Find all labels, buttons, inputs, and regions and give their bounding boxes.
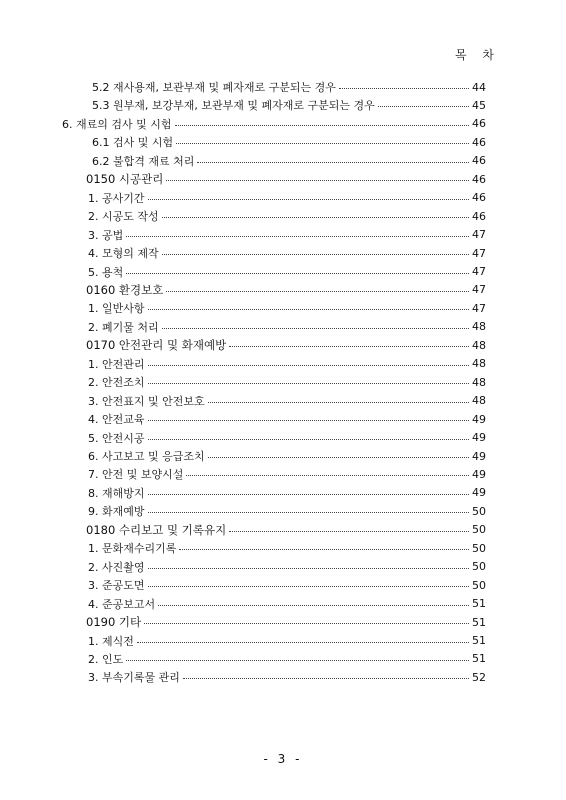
page-number: - 3 - — [263, 752, 303, 766]
toc-entry-page: 47 — [472, 283, 486, 297]
toc-entry[interactable] — [0, 373, 566, 391]
toc-entry-page: 49 — [472, 467, 486, 481]
toc-leader-dots — [166, 180, 469, 181]
toc-entry-label: 0170 안전관리 및 화재예방 — [86, 338, 227, 353]
toc-entry[interactable] — [0, 115, 566, 133]
toc-entry[interactable] — [0, 207, 566, 225]
toc-entry-label: 0190 기타 — [86, 615, 142, 630]
toc-entry[interactable] — [0, 595, 566, 613]
toc-entry-page: 49 — [472, 412, 486, 426]
toc-entry-label: 3. 공법 — [88, 228, 124, 242]
toc-entry-label: 1. 제식전 — [88, 634, 134, 648]
toc-entry-page: 50 — [472, 560, 486, 574]
toc-entry[interactable] — [0, 336, 566, 354]
toc-entry-label: 1. 공사기간 — [88, 191, 145, 205]
toc-entry-label: 9. 화재예방 — [88, 505, 145, 519]
toc-entry-page: 49 — [472, 431, 486, 445]
toc-entry-label: 7. 안전 및 보양시설 — [88, 468, 184, 482]
toc-entry[interactable] — [0, 465, 566, 483]
toc-leader-dots — [229, 531, 469, 532]
toc-leader-dots — [148, 383, 470, 384]
toc-entry[interactable] — [0, 576, 566, 594]
toc-entry-label: 5.2 재사용재, 보관부재 및 폐자재로 구분되는 경우 — [92, 81, 336, 94]
toc-entry-label: 4. 안전교육 — [88, 413, 145, 427]
toc-leader-dots — [339, 88, 469, 89]
toc-leader-dots — [208, 457, 469, 458]
toc-entry-page: 49 — [472, 449, 486, 463]
toc-entry-page: 50 — [472, 578, 486, 592]
toc-entry-page: 47 — [472, 228, 486, 242]
toc-leader-dots — [175, 125, 470, 126]
toc-entry-page: 51 — [472, 615, 486, 629]
toc-leader-dots — [148, 568, 470, 569]
toc-entry[interactable] — [0, 299, 566, 317]
toc-entry-page: 51 — [472, 597, 486, 611]
toc-leader-dots — [148, 494, 470, 495]
toc-entry-page: 46 — [472, 154, 486, 168]
toc-entry-page: 50 — [472, 541, 486, 555]
toc-leader-dots — [126, 236, 469, 237]
toc-entry-page: 47 — [472, 246, 486, 260]
toc-leader-dots — [229, 346, 469, 347]
toc-entry[interactable] — [0, 558, 566, 576]
toc-entry-page: 50 — [472, 523, 486, 537]
toc-entry-page: 48 — [472, 338, 486, 352]
toc-entry-label: 2. 사진촬영 — [88, 560, 145, 574]
toc-entry-label: 3. 부속기록물 관리 — [88, 671, 180, 685]
toc-entry-page: 51 — [472, 652, 486, 666]
toc-leader-dots — [148, 420, 470, 421]
toc-leader-dots — [148, 512, 470, 513]
toc-entry-page: 51 — [472, 634, 486, 647]
toc-leader-dots — [378, 106, 469, 107]
toc-entry-page: 47 — [472, 265, 486, 278]
toc-entry-page: 50 — [472, 504, 486, 518]
toc-entry[interactable] — [0, 632, 566, 650]
toc-entry[interactable] — [0, 410, 566, 428]
toc-leader-dots — [137, 642, 469, 643]
toc-entry-page: 46 — [472, 172, 486, 186]
toc-entry[interactable] — [0, 613, 566, 631]
toc-entry[interactable] — [0, 484, 566, 502]
toc-entry[interactable] — [0, 429, 566, 447]
toc-leader-dots — [162, 328, 469, 329]
toc-entry[interactable] — [0, 244, 566, 262]
toc-leader-dots — [158, 605, 469, 606]
toc-entry[interactable] — [0, 263, 566, 281]
toc-entry-label: 5. 안전시공 — [88, 431, 145, 445]
toc-leader-dots — [166, 291, 469, 292]
toc-entry[interactable] — [0, 318, 566, 336]
toc-leader-dots — [186, 475, 469, 476]
toc-entry[interactable] — [0, 133, 566, 151]
toc-entry-label: 4. 준공보고서 — [88, 597, 156, 611]
toc-entry-label: 2. 폐기물 처리 — [88, 320, 159, 334]
toc-leader-dots — [126, 660, 469, 661]
toc-entry[interactable] — [0, 226, 566, 244]
toc-leader-dots — [148, 365, 470, 366]
toc-entry-page: 52 — [472, 670, 486, 684]
toc-entry-label: 2. 안전조치 — [88, 376, 145, 390]
toc-entry[interactable] — [0, 502, 566, 520]
toc-leader-dots — [148, 586, 470, 587]
toc-entry-label: 6.2 불합격 재료 처리 — [92, 154, 195, 168]
toc-leader-dots — [162, 217, 469, 218]
toc-entry-label: 3. 안전표지 및 안전보호 — [88, 394, 205, 408]
toc-leader-dots — [183, 678, 469, 679]
toc-leader-dots — [126, 273, 469, 274]
toc-entry-label: 6.1 검사 및 시험 — [92, 136, 174, 150]
toc-entry-page: 48 — [472, 320, 486, 334]
toc-leader-dots — [179, 549, 469, 550]
toc-entry-page: 46 — [472, 209, 486, 223]
toc-entry-label: 6. 사고보고 및 응급조치 — [88, 450, 205, 463]
toc-entry-label: 3. 준공도면 — [88, 579, 145, 593]
toc-entry[interactable] — [0, 189, 566, 207]
toc-entry-label: 0160 환경보호 — [86, 282, 164, 297]
toc-leader-dots — [148, 439, 470, 440]
toc-leader-dots — [176, 143, 469, 144]
toc-entry-label: 1. 문화재수리기록 — [88, 542, 177, 556]
toc-leader-dots — [144, 623, 469, 624]
toc-entry-page: 48 — [472, 357, 486, 371]
toc-entry-page: 46 — [472, 191, 486, 205]
toc-entry-page: 45 — [472, 98, 486, 112]
toc-entry-page: 48 — [472, 394, 486, 408]
toc-entry[interactable] — [0, 152, 566, 170]
toc-entry-page: 46 — [472, 117, 486, 131]
toc-entry[interactable] — [0, 170, 566, 188]
toc-entry-page: 47 — [472, 301, 486, 315]
toc-entry[interactable] — [0, 650, 566, 668]
toc-entry-label: 1. 안전관리 — [88, 357, 145, 371]
toc-entry[interactable] — [0, 521, 566, 539]
toc-entry-label: 5.3 원부재, 보강부재, 보관부재 및 폐자재로 구분되는 경우 — [92, 99, 375, 113]
page-title: 목 차 — [455, 48, 500, 62]
toc-entry-label: 1. 일반사항 — [88, 302, 145, 316]
toc-entry-label: 2. 시공도 작성 — [88, 210, 159, 224]
toc-entry[interactable] — [0, 281, 566, 299]
toc-leader-dots — [162, 254, 469, 255]
toc-leader-dots — [148, 309, 470, 310]
toc-leader-dots — [148, 199, 470, 200]
toc-entry-label: 0150 시공관리 — [86, 172, 164, 187]
toc-entry-page: 46 — [472, 135, 486, 149]
toc-entry-label: 0180 수리보고 및 기록유지 — [86, 522, 227, 537]
toc-entry-page: 49 — [472, 486, 486, 500]
toc-entry[interactable] — [0, 355, 566, 373]
toc-entry-page: 48 — [472, 375, 486, 389]
toc-entry-label: 4. 모형의 제작 — [88, 247, 159, 261]
toc-entry[interactable] — [0, 447, 566, 465]
toc-leader-dots — [208, 402, 469, 403]
toc-entry-label: 5. 용척 — [88, 265, 124, 279]
toc-entry-page: 44 — [472, 80, 486, 94]
toc-entry-label: 2. 인도 — [88, 652, 124, 666]
toc-leader-dots — [197, 162, 469, 163]
toc-entry-label: 6. 재료의 검사 및 시험 — [62, 117, 172, 131]
toc-entry[interactable] — [0, 392, 566, 410]
toc-entry[interactable] — [0, 668, 566, 686]
toc-entry[interactable] — [0, 539, 566, 557]
toc-entry[interactable] — [0, 96, 566, 114]
toc-entry[interactable] — [0, 78, 566, 96]
toc-entry-label: 8. 재해방지 — [88, 486, 145, 500]
